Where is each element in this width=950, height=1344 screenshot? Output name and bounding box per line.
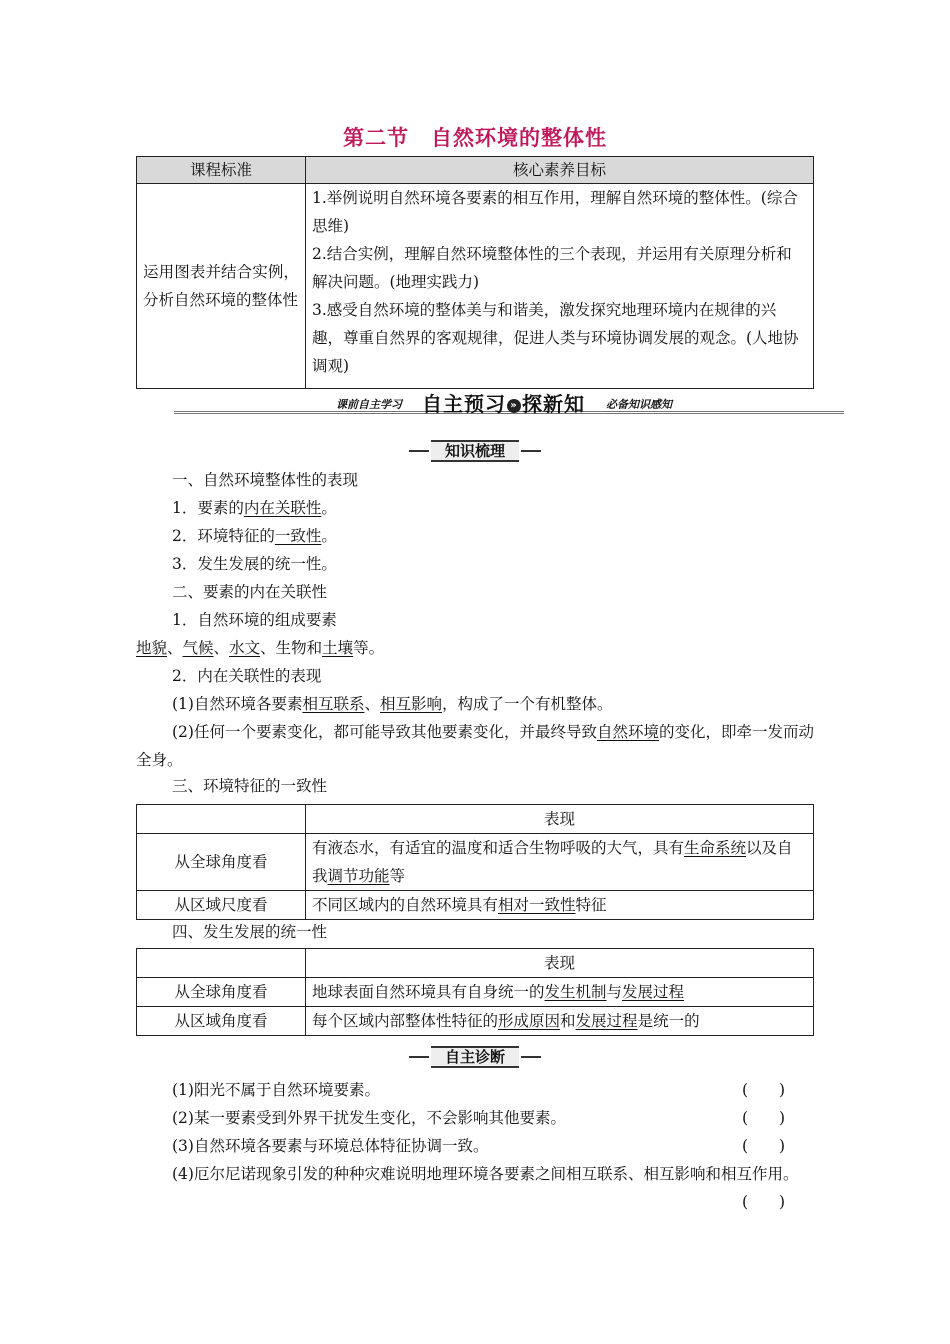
row-label: 从全球角度看 (137, 978, 306, 1007)
goal-item: 2.结合实例，理解自然环境整体性的三个表现，并运用有关原理分析和解决问题。(地理实践力) (312, 245, 792, 291)
header-core-goals: 核心素养目标 (306, 157, 814, 184)
header-course-standard: 课程标准 (137, 157, 306, 184)
row-label: 从区域角度看 (137, 1007, 306, 1036)
table-header: 表现 (306, 949, 814, 978)
banner-main-part1: 自主预习 (422, 392, 506, 416)
heading-2: 二、要素的内在关联性 (172, 583, 328, 601)
banner-right-label: 必备知识感知 (606, 398, 672, 411)
answer-blank: 发展过程 (575, 1012, 638, 1030)
answer-blank: 内在关联性 (243, 499, 322, 517)
page-title: 第二节 自然环境的整体性 (343, 126, 607, 150)
quiz-item: (3)自然环境各要素与环境总体特征协调一致。 (172, 1137, 489, 1155)
answer-blank: 一致性 (274, 527, 322, 545)
answer-parentheses[interactable]: ( ) (742, 1137, 786, 1155)
heading-4: 四、发生发展的统一性 (172, 923, 328, 941)
course-standard-text: 运用图表并结合实例，分析自然环境的整体性 (137, 184, 306, 389)
section-heading-knowledge (0, 440, 950, 462)
curriculum-standard-table (136, 156, 814, 389)
answer-blank: 形成原因 (498, 1012, 561, 1030)
banner-main-title (422, 388, 585, 417)
answer-blank: 调节功能 (327, 867, 390, 885)
answer-blank: 相互影响 (380, 695, 443, 713)
table-cell: 地球表面自然环境具有自身统一的发生机制与发展过程 (306, 978, 814, 1007)
answer-parentheses[interactable]: ( ) (742, 1109, 786, 1127)
table-header: 表现 (306, 805, 814, 834)
quiz-item: (4)厄尔尼诺现象引发的种种灾难说明地理环境各要素之间相互联系、相互影响和相互作用。 (172, 1165, 799, 1183)
answer-parentheses[interactable]: ( ) (742, 1193, 786, 1211)
knowledge-line: 3．发生发展的统一性。 (172, 555, 337, 573)
section-heading-label: 知识梳理 (431, 440, 519, 462)
knowledge-line: 1．自然环境的组成要素 (172, 611, 337, 629)
elements-line: 地貌、气候、水文、生物和土壤等。 (136, 639, 385, 657)
answer-blank: 生命系统 (684, 839, 747, 857)
banner-left-label: 课前自主学习 (336, 398, 402, 411)
knowledge-line: 1．要素的内在关联性。 (172, 499, 337, 517)
table-corner (137, 805, 306, 834)
row-label: 从区域尺度看 (137, 891, 306, 920)
knowledge-line: 2．环境特征的一致性。 (172, 527, 337, 545)
unity-table (136, 948, 814, 1036)
knowledge-line: 2．内在关联性的表现 (172, 667, 322, 685)
section-banner (174, 388, 844, 418)
answer-blank: 气候 (182, 639, 214, 657)
table-cell: 有液态水，有适宜的温度和适合生物呼吸的大气，具有生命系统以及自我调节功能等 (306, 834, 814, 891)
answer-blank: 土壤 (322, 639, 354, 657)
row-label: 从全球角度看 (137, 834, 306, 891)
heading-3: 三、环境特征的一致性 (172, 777, 328, 795)
goal-item: 1.举例说明自然环境各要素的相互作用，理解自然环境的整体性。(综合思维) (312, 189, 798, 235)
section-heading-label: 自主诊断 (431, 1046, 519, 1068)
table-corner (137, 949, 306, 978)
arrow-icon: » (507, 399, 521, 413)
consistency-table (136, 804, 814, 920)
heading-1: 一、自然环境整体性的表现 (172, 471, 359, 489)
answer-blank: 发生机制 (544, 983, 607, 1001)
knowledge-line: (1)自然环境各要素相互联系、相互影响，构成了一个有机整体。 (172, 695, 613, 713)
table-cell: 每个区域内部整体性特征的形成原因和发展过程是统一的 (306, 1007, 814, 1036)
answer-blank: 自然环境 (596, 723, 659, 741)
section-heading-diagnosis (0, 1046, 950, 1068)
answer-parentheses[interactable]: ( ) (742, 1081, 786, 1099)
quiz-item: (2)某一要素受到外界干扰发生变化，不会影响其他要素。 (172, 1109, 566, 1127)
answer-blank: 地貌 (136, 639, 168, 657)
banner-main-part2: 探新知 (522, 392, 585, 416)
knowledge-line: (2)任何一个要素变化，都可能导致其他要素变化，并最终导致自然环境的变化，即牵一发而动全身。 (136, 723, 814, 769)
answer-blank: 相互联系 (302, 695, 365, 713)
answer-blank: 发展过程 (622, 983, 685, 1001)
goal-item: 3.感受自然环境的整体美与和谐美，激发探究地理环境内在规律的兴趣，尊重自然界的客观规律，促进人类与环境协调发展的观念。(人地协调观) (312, 301, 799, 375)
answer-blank: 相对一致性 (498, 896, 576, 914)
table-cell: 不同区域内的自然环境具有相对一致性特征 (306, 891, 814, 920)
answer-blank: 水文 (229, 639, 261, 657)
quiz-item: (1)阳光不属于自然环境要素。 (172, 1081, 380, 1099)
